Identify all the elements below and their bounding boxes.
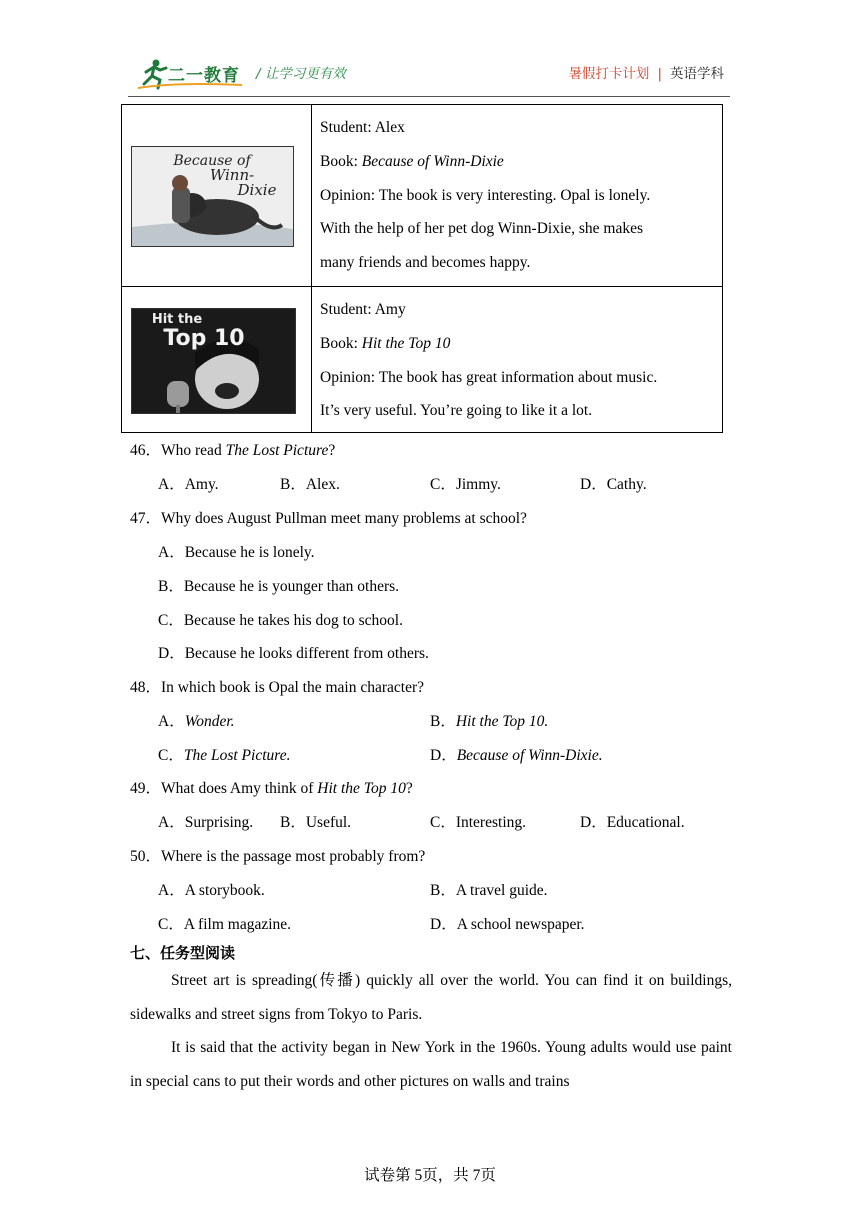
option-d[interactable] — [430, 746, 603, 766]
header-separator: | — [657, 66, 662, 82]
option-text: Hit the Top 10. — [455, 713, 549, 730]
singer-illustration-icon — [132, 309, 295, 413]
option-letter: C． — [158, 747, 184, 764]
page-footer: 试卷第 5页，共 7页 — [364, 1167, 496, 1184]
dog-illustration-icon — [132, 147, 293, 246]
option-b[interactable]: B．A travel guide. — [430, 882, 548, 899]
passage-paragraph: Street art is spreading(传播) quickly all over the world. You can find it on buildings, sidewalks and street signs from Tokyo to Paris. — [130, 972, 732, 1023]
cover-title-line-1: Because of — [173, 153, 251, 169]
question-49 — [130, 779, 413, 799]
header-plan: 暑假打卡计划 — [568, 66, 650, 82]
option-text: Wonder. — [184, 713, 235, 730]
book-prefix: Book: — [320, 334, 362, 352]
question-text: Where is the passage most probably from? — [161, 848, 426, 865]
question-number: 47． — [130, 510, 162, 527]
section-title: 七、任务型阅读 — [130, 944, 236, 962]
opinion-line: Opinion: The book has great information about music. — [320, 368, 658, 386]
opinion-line: many friends and becomes happy. — [320, 254, 531, 272]
option-letter: D． — [430, 747, 457, 764]
question-47 — [130, 509, 527, 529]
option-text: The Lost Picture. — [183, 747, 291, 764]
option-d[interactable]: D．Because he looks different from others. — [158, 645, 429, 662]
passage-paragraph: It is said that the activity began in New York in the 1960s. Young adults would use paint in special cans to put their words and other pictures on walls and trains — [130, 1039, 732, 1090]
books-table — [121, 104, 723, 433]
option-letter: A． — [158, 713, 185, 730]
book-cover-winn-dixie — [131, 146, 294, 247]
book-title: Because of Winn-Dixie — [361, 152, 504, 170]
option-d[interactable]: D．Cathy. — [580, 476, 647, 493]
question-text: Why does August Pullman meet many problems at school? — [161, 510, 527, 527]
opinion-line: It’s very useful. You’re going to like it a lot. — [320, 402, 593, 420]
question-50 — [130, 847, 425, 867]
table-row — [122, 287, 723, 433]
question-number: 50． — [130, 848, 162, 865]
option-c[interactable] — [158, 746, 290, 766]
book-cover-cell — [122, 287, 312, 433]
header-subject: 英语学科 — [670, 66, 724, 82]
option-a[interactable]: A．Surprising. — [158, 814, 254, 831]
option-a[interactable]: A．Because he is lonely. — [158, 544, 315, 561]
option-c[interactable]: C．Interesting. — [430, 814, 526, 831]
option-a[interactable]: A．A storybook. — [158, 882, 265, 899]
book-prefix: Book: — [320, 152, 362, 170]
option-c[interactable]: C．A film magazine. — [158, 916, 292, 933]
student-name: Student: Amy — [320, 301, 406, 318]
question-text: Who read — [161, 442, 226, 459]
header-slogan: / 让学习更有效 — [256, 66, 346, 82]
header-right — [568, 62, 724, 82]
option-a[interactable]: A．Amy. — [158, 476, 219, 493]
opinion-line: Opinion: The book is very interesting. Opal is lonely. — [320, 186, 651, 204]
question-text-end: ? — [405, 780, 413, 797]
book-line — [320, 327, 714, 361]
option-a[interactable] — [158, 712, 235, 732]
book-cover-cell — [122, 105, 312, 287]
question-text: In which book is Opal the main character? — [161, 679, 424, 696]
book-info-cell — [312, 287, 723, 433]
cover-title-line-3: Dixie — [237, 181, 277, 199]
question-number: 49． — [130, 780, 162, 797]
cover-title-line-2: Winn- — [209, 166, 255, 184]
cover-title-line-1: Hit the — [151, 312, 203, 327]
question-text-end: ? — [328, 442, 336, 459]
option-b[interactable]: B．Useful. — [280, 814, 352, 831]
option-b[interactable]: B．Because he is younger than others. — [158, 578, 400, 595]
page-header — [128, 52, 730, 97]
option-b[interactable] — [430, 712, 548, 732]
option-c[interactable]: C．Jimmy. — [430, 476, 501, 493]
book-line — [320, 145, 714, 179]
question-48 — [130, 678, 424, 698]
logo-text: 二一教育 — [168, 66, 240, 86]
question-number: 48． — [130, 679, 162, 696]
book-title: Hit the Top 10 — [361, 334, 451, 352]
book-cover-hit-the-top-10 — [131, 308, 296, 414]
passage — [130, 964, 732, 1098]
question-italic: The Lost Picture — [225, 442, 329, 459]
question-italic: Hit the Top 10 — [317, 780, 406, 797]
option-d[interactable]: D．Educational. — [580, 814, 685, 831]
cover-title-line-2: Top 10 — [163, 326, 245, 351]
option-c[interactable]: C．Because he takes his dog to school. — [158, 612, 403, 629]
opinion-line: With the help of her pet dog Winn-Dixie, she makes — [320, 220, 644, 238]
question-number: 46． — [130, 442, 162, 459]
book-info-cell — [312, 105, 723, 287]
student-name: Student: Alex — [320, 119, 405, 136]
option-text: Because of Winn-Dixie. — [456, 747, 603, 764]
option-b[interactable]: B．Alex. — [280, 476, 340, 493]
table-row — [122, 105, 723, 287]
question-text: What does Amy think of — [161, 780, 318, 797]
option-d[interactable]: D．A school newspaper. — [430, 916, 585, 933]
question-46 — [130, 441, 335, 461]
option-letter: B． — [430, 713, 456, 730]
